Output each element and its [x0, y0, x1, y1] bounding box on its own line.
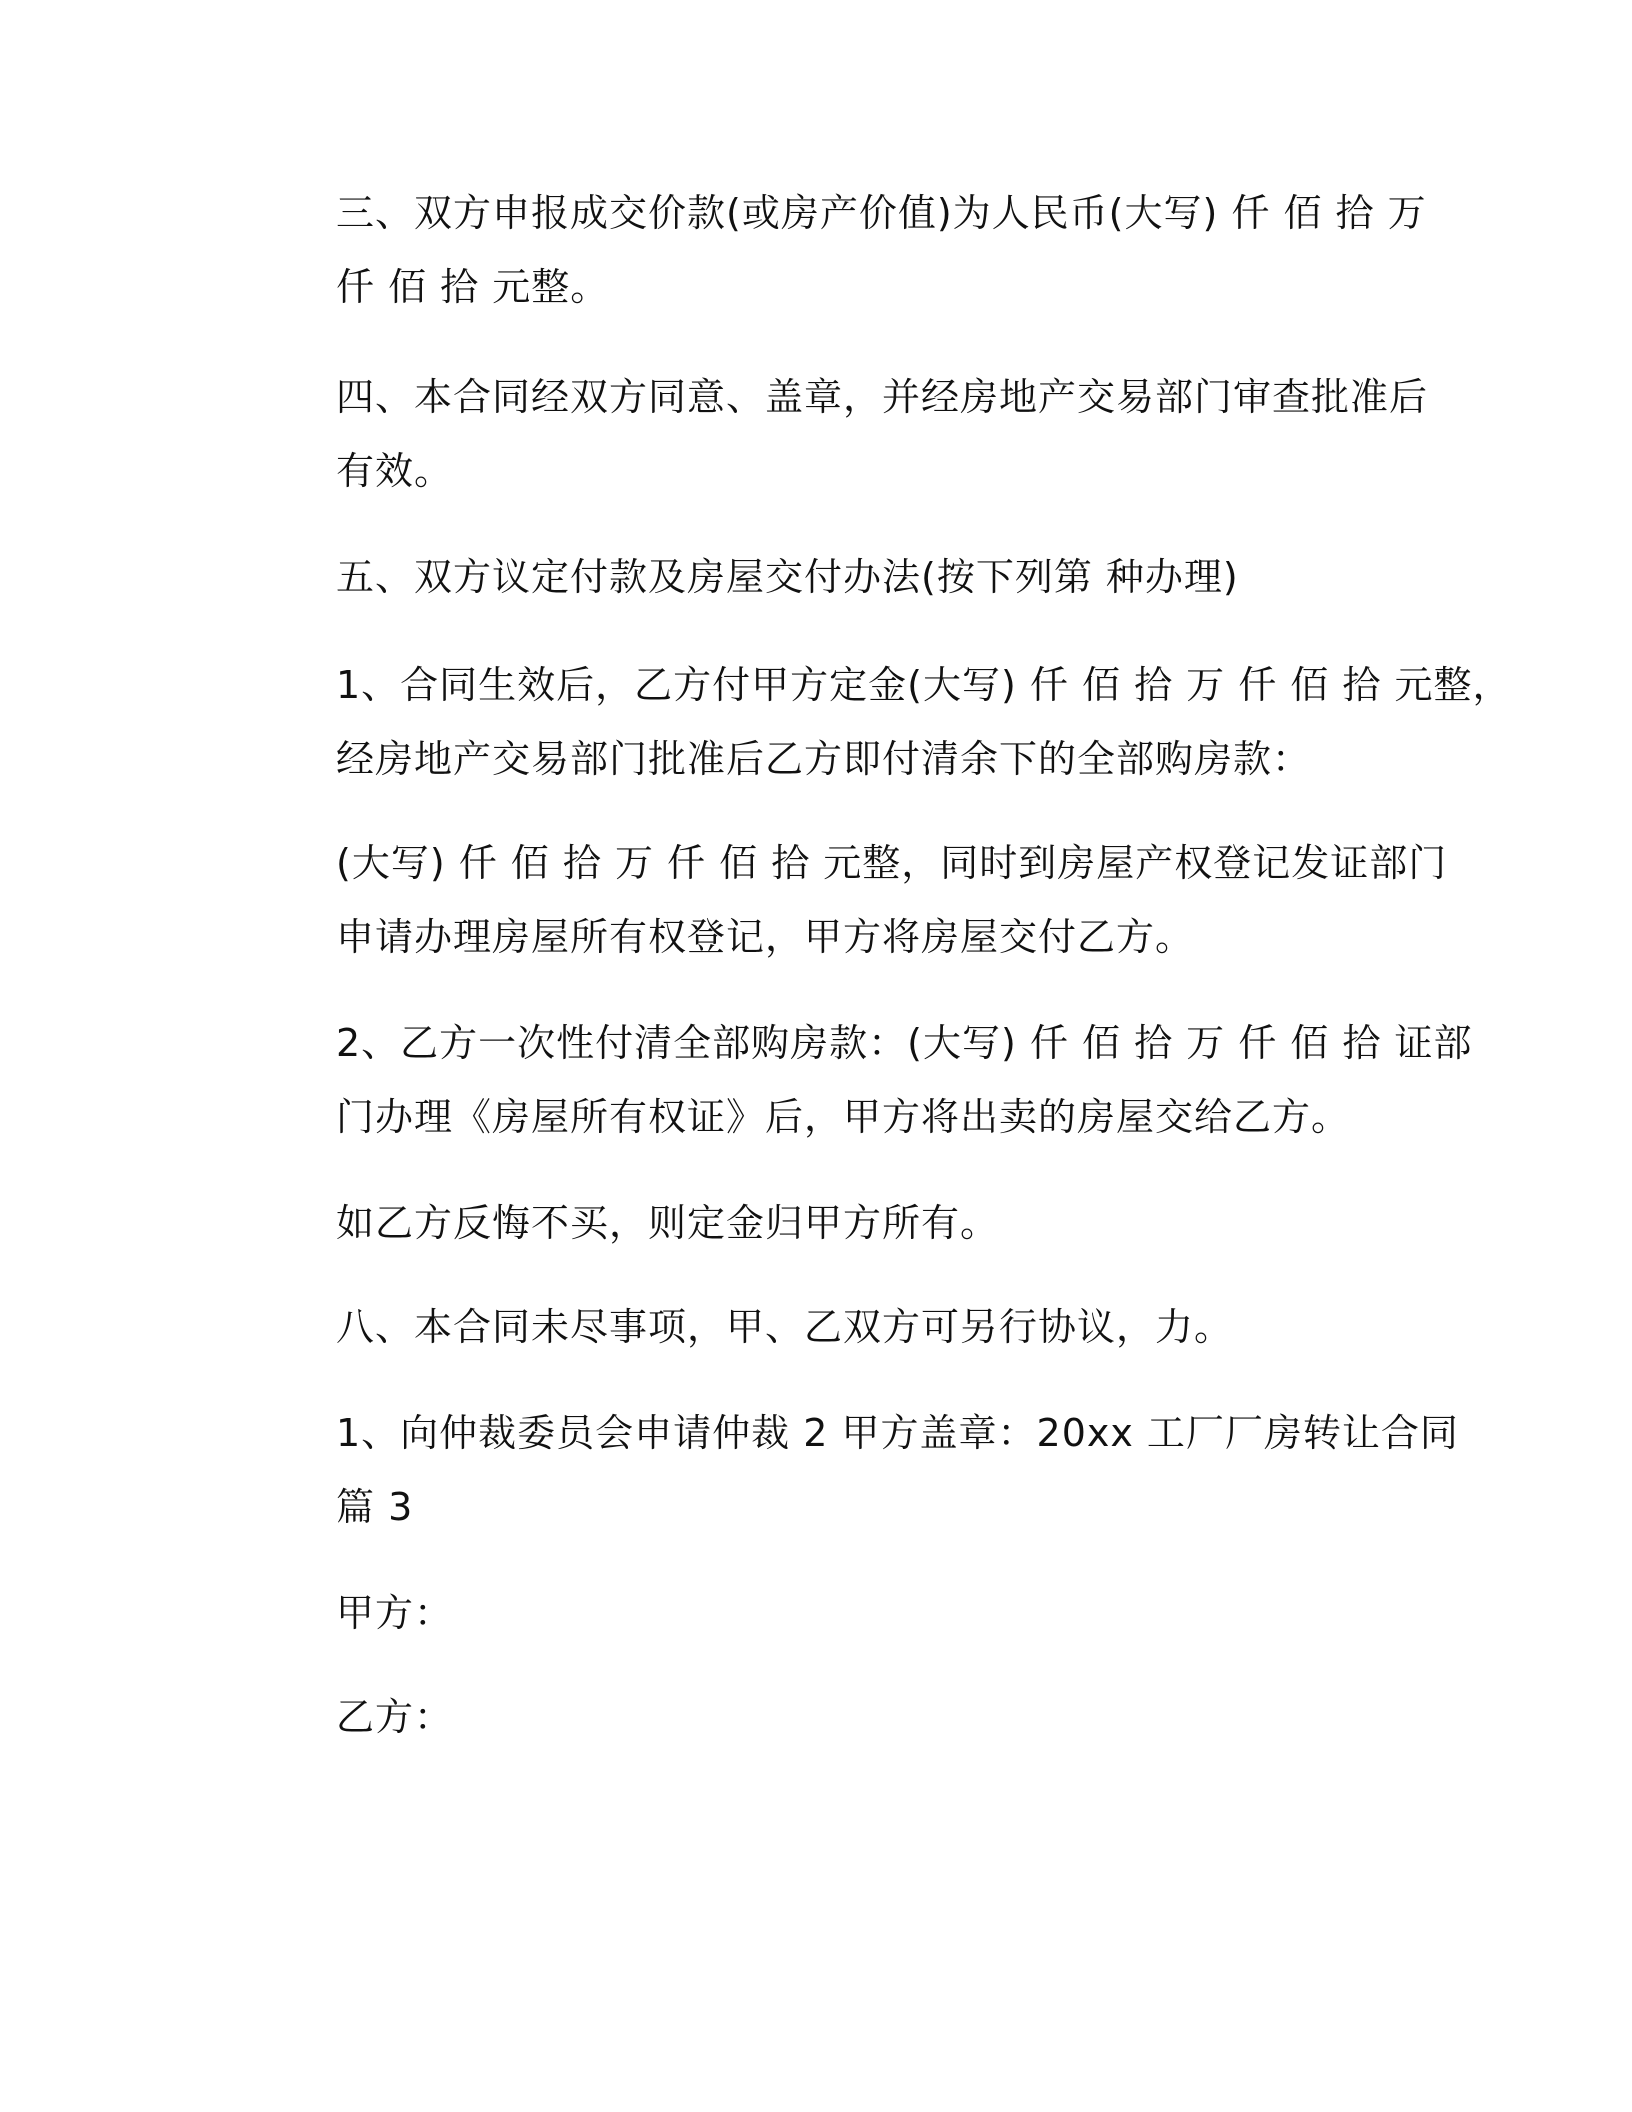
- paragraph-line: 四、本合同经双方同意、盖章，并经房地产交易部门审查批准后: [336, 375, 1429, 419]
- paragraph-line: 八、本合同未尽事项，甲、乙双方可另行协议，力。: [336, 1305, 1234, 1349]
- paragraph-line: 门办理《房屋所有权证》后，甲方将出卖的房屋交给乙方。: [336, 1095, 1351, 1139]
- paragraph-line: 如乙方反悔不买，则定金归甲方所有。: [336, 1201, 1000, 1245]
- paragraph-line: 2、乙方一次性付清全部购房款：(大写) 仟 佰 拾 万 仟 佰 拾 证部: [336, 1021, 1473, 1065]
- paragraph-line: 三、双方申报成交价款(或房产价值)为人民币(大写) 仟 佰 拾 万: [336, 191, 1427, 235]
- paragraph-line: 甲方：: [336, 1591, 454, 1635]
- paragraph-price: [240, 176, 1440, 324]
- party-b-label: [240, 1680, 1440, 1754]
- paragraph-option-2: [240, 1006, 1473, 1154]
- paragraph-option-1: [240, 648, 1512, 796]
- paragraph-line: 经房地产交易部门批准后乙方即付清余下的全部购房款：: [336, 737, 1312, 781]
- paragraph-supplement: [240, 1290, 1440, 1364]
- paragraph-line: 申请办理房屋所有权登记，甲方将房屋交付乙方。: [336, 915, 1195, 959]
- paragraph-line: 五、双方议定付款及房屋交付办法(按下列第 种办理): [336, 555, 1239, 599]
- paragraph-line: 乙方：: [336, 1695, 454, 1739]
- paragraph-deposit-forfeit: [240, 1186, 1440, 1260]
- paragraph-line: 1、向仲裁委员会申请仲裁 2 甲方盖章：20xx 工厂厂房转让合同: [336, 1411, 1459, 1455]
- paragraph-line: 篇 3: [336, 1485, 414, 1529]
- paragraph-arbitration: [240, 1396, 1459, 1544]
- paragraph-line: (大写) 仟 佰 拾 万 仟 佰 拾 元整，同时到房屋产权登记发证部门: [336, 841, 1448, 885]
- paragraph-payment-method: [240, 540, 1440, 614]
- paragraph-line: 有效。: [336, 449, 454, 493]
- party-a-label: [240, 1576, 1440, 1650]
- paragraph-line: 仟 佰 拾 元整。: [336, 265, 610, 309]
- paragraph-option-1-cont: [240, 826, 1448, 974]
- paragraph-effective: [240, 360, 1440, 508]
- paragraph-line: 1、合同生效后，乙方付甲方定金(大写) 仟 佰 拾 万 仟 佰 拾 元整，: [336, 663, 1512, 707]
